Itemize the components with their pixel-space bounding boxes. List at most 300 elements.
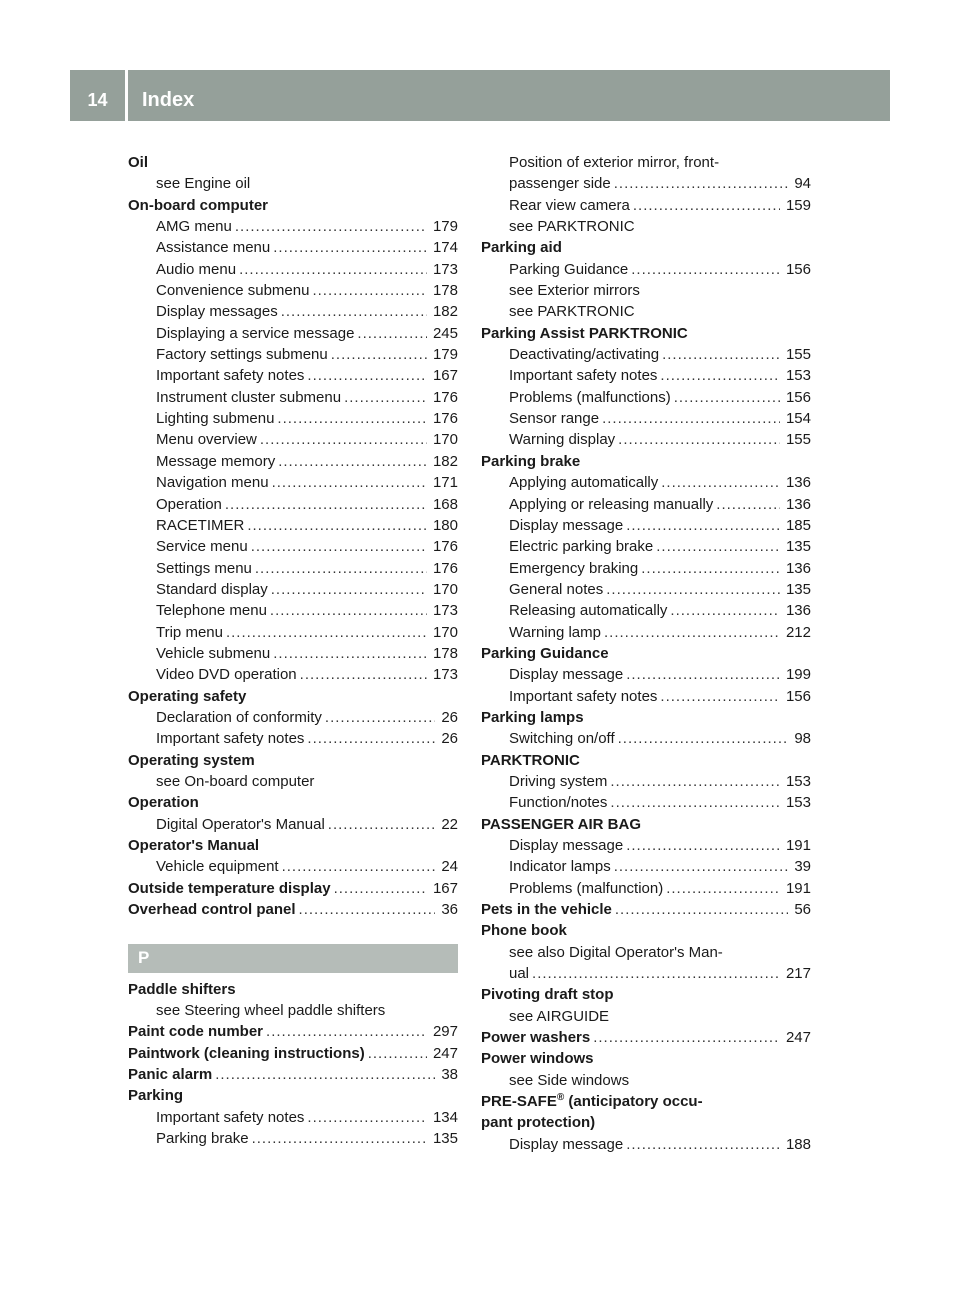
- entry-text: [156, 216, 232, 237]
- entry-text: [156, 237, 270, 258]
- entry-label: Trip menu: [156, 623, 223, 641]
- index-heading: [128, 1043, 458, 1064]
- dot-leader: [344, 387, 427, 408]
- entry-label: Important safety notes: [156, 1108, 305, 1126]
- index-subentry: [128, 558, 458, 579]
- index-subentry: [128, 216, 458, 237]
- entry-text: [156, 301, 278, 322]
- entry-text: [509, 536, 653, 557]
- entry-text: [156, 707, 322, 728]
- entry-text: [509, 728, 615, 749]
- entry-text: [156, 323, 354, 344]
- entry-text: [156, 856, 279, 877]
- entry-label: Problems (malfunction): [509, 879, 664, 897]
- dot-leader: [239, 259, 427, 280]
- entry-label: see AIRGUIDE: [509, 1007, 610, 1025]
- page-reference[interactable]: 167: [432, 367, 458, 385]
- page-reference[interactable]: 156: [785, 388, 811, 406]
- index-subentry: [128, 451, 458, 472]
- entry-text: [128, 195, 268, 216]
- entry-label: Overhead control panel: [128, 901, 296, 919]
- entry-text: [156, 365, 304, 386]
- dot-leader: [662, 344, 780, 365]
- entry-label: Important safety notes: [509, 687, 658, 705]
- entry-text: [128, 878, 331, 899]
- page-reference[interactable]: 24: [441, 858, 458, 876]
- page-reference[interactable]: 185: [785, 516, 811, 534]
- page-title: Index: [142, 89, 195, 111]
- entry-label: Outside temperature display: [128, 879, 331, 897]
- page-reference[interactable]: 179: [432, 346, 458, 364]
- page-reference[interactable]: 170: [432, 580, 458, 598]
- dot-leader: [331, 344, 427, 365]
- page-reference[interactable]: 39: [794, 858, 811, 876]
- entry-text: [509, 664, 623, 685]
- page-reference[interactable]: 245: [432, 324, 458, 342]
- entry-text: [509, 771, 607, 792]
- page-reference[interactable]: 136: [785, 495, 811, 513]
- page-reference[interactable]: 168: [432, 495, 458, 513]
- entry-label: Operation: [156, 495, 222, 513]
- entry-label: Message memory: [156, 452, 276, 470]
- entry-text: [156, 387, 341, 408]
- entry-label: PASSENGER AIR BAG: [481, 815, 642, 833]
- entry-label: PRE-SAFE: [481, 1093, 557, 1111]
- entry-label: see Exterior mirrors: [509, 282, 640, 300]
- page-reference[interactable]: 153: [785, 772, 811, 790]
- dot-leader: [235, 216, 427, 237]
- page-reference[interactable]: 135: [785, 580, 811, 598]
- dot-leader: [312, 280, 427, 301]
- entry-label: Vehicle equipment: [156, 858, 279, 876]
- index-subentry: [128, 664, 458, 685]
- section-letter: P: [138, 948, 150, 968]
- index-subentry: [481, 259, 811, 280]
- entry-text: [509, 856, 611, 877]
- entry-text: [156, 408, 274, 429]
- dot-leader: [307, 365, 427, 386]
- entry-text: [128, 979, 236, 1000]
- page-reference[interactable]: 156: [785, 260, 811, 278]
- entry-text: [156, 536, 248, 557]
- entry-text: [156, 1128, 249, 1149]
- page-reference[interactable]: 247: [432, 1044, 458, 1062]
- index-subentry: [481, 686, 811, 707]
- entry-label: Display message: [509, 666, 624, 684]
- index-heading: [481, 323, 811, 344]
- index-heading: [481, 643, 811, 664]
- entry-text: [156, 472, 269, 493]
- page-reference[interactable]: 136: [785, 559, 811, 577]
- index-subentry: [128, 622, 458, 643]
- page-reference[interactable]: 247: [785, 1029, 811, 1047]
- entry-label: pant protection): [481, 1114, 596, 1132]
- page-reference[interactable]: 167: [432, 879, 458, 897]
- page-reference[interactable]: 173: [432, 602, 458, 620]
- entry-text: [481, 643, 609, 664]
- entry-label: Warning display: [509, 431, 616, 449]
- entry-text: [509, 1134, 623, 1155]
- page-reference[interactable]: 178: [432, 644, 458, 662]
- index-subentry: [481, 408, 811, 429]
- entry-text: [128, 1085, 183, 1106]
- entry-text: [128, 1043, 365, 1064]
- entry-text: [128, 1064, 212, 1085]
- page-reference[interactable]: 176: [432, 538, 458, 556]
- dot-leader: [307, 728, 435, 749]
- entry-text: [156, 728, 304, 749]
- entry-label: Menu overview: [156, 431, 257, 449]
- index-subentry: [481, 579, 811, 600]
- page-reference[interactable]: 153: [785, 794, 811, 812]
- page-reference[interactable]: 170: [432, 431, 458, 449]
- entry-label-cont: (anticipatory occu-: [564, 1093, 703, 1111]
- entry-text: [156, 429, 257, 450]
- entry-text: [509, 835, 623, 856]
- page-reference[interactable]: 174: [432, 239, 458, 257]
- page-reference[interactable]: 191: [785, 879, 811, 897]
- index-subentry: [481, 942, 811, 963]
- dot-leader: [660, 365, 780, 386]
- entry-label: Parking Assist PARKTRONIC: [481, 324, 688, 342]
- index-subentry: [128, 365, 458, 386]
- index-heading: [128, 979, 458, 1000]
- index-subentry: [128, 301, 458, 322]
- dot-leader: [328, 814, 436, 835]
- page-reference[interactable]: 199: [785, 666, 811, 684]
- page-reference[interactable]: 176: [432, 388, 458, 406]
- index-subentry: [128, 1107, 458, 1128]
- page-reference[interactable]: 36: [441, 901, 458, 919]
- page-reference[interactable]: 176: [432, 410, 458, 428]
- index-subentry: [128, 1128, 458, 1149]
- entry-label: see On-board computer: [156, 772, 315, 790]
- dot-leader: [666, 878, 780, 899]
- index-subentry: [481, 835, 811, 856]
- entry-label: Problems (malfunctions): [509, 388, 671, 406]
- dot-leader: [661, 472, 780, 493]
- dot-leader: [626, 515, 780, 536]
- spacer: [128, 920, 458, 941]
- page-reference[interactable]: 173: [432, 260, 458, 278]
- entry-text: [509, 494, 713, 515]
- dot-leader: [660, 686, 780, 707]
- index-subentry: [481, 387, 811, 408]
- entry-label: Paintwork (cleaning instructions): [128, 1044, 365, 1062]
- entry-label: Power washers: [481, 1029, 591, 1047]
- index-subentry: [128, 536, 458, 557]
- entry-label: General notes: [509, 580, 604, 598]
- entry-text: [481, 899, 612, 920]
- entry-text: [509, 472, 658, 493]
- index-heading: [481, 920, 811, 941]
- index-subentry: [128, 387, 458, 408]
- page-reference[interactable]: 182: [432, 452, 458, 470]
- index-subentry: [128, 707, 458, 728]
- registered-mark: ®: [556, 1092, 565, 1104]
- entry-label: Parking Guidance: [481, 644, 609, 662]
- entry-text: [156, 494, 222, 515]
- dot-leader: [266, 1021, 427, 1042]
- dot-leader: [325, 707, 435, 728]
- index-subentry: [481, 558, 811, 579]
- entry-text: [509, 152, 719, 173]
- page-reference[interactable]: 180: [432, 516, 458, 534]
- dot-leader: [626, 664, 780, 685]
- entry-label: Switching on/off: [509, 730, 615, 748]
- index-subentry: [481, 622, 811, 643]
- index-subentry: [481, 664, 811, 685]
- entry-label: Power windows: [481, 1050, 594, 1068]
- page-reference[interactable]: 135: [432, 1130, 458, 1148]
- index-subentry: [481, 301, 811, 322]
- entry-label: see Steering wheel paddle shifters: [156, 1002, 386, 1020]
- index-subentry: [481, 536, 811, 557]
- page-reference[interactable]: 217: [785, 965, 811, 983]
- page-reference[interactable]: 38: [441, 1066, 458, 1084]
- entry-label: Important safety notes: [509, 367, 658, 385]
- dot-leader: [272, 472, 427, 493]
- index-heading: [481, 1091, 811, 1112]
- entry-text: [509, 686, 657, 707]
- index-subentry: [481, 792, 811, 813]
- entry-label: RACETIMER: [156, 516, 245, 534]
- entry-text: [156, 515, 244, 536]
- page-reference[interactable]: 170: [432, 623, 458, 641]
- page-reference[interactable]: 156: [785, 687, 811, 705]
- entry-label: Operating system: [128, 751, 255, 769]
- index-subentry: [128, 728, 458, 749]
- entry-label: Applying or releasing manually: [509, 495, 714, 513]
- index-heading: [128, 899, 458, 920]
- entry-label: Operating safety: [128, 687, 247, 705]
- index-column-left: [128, 152, 458, 1149]
- entry-text: [128, 792, 199, 813]
- entry-text: [128, 152, 148, 173]
- entry-label: Parking brake: [156, 1130, 249, 1148]
- index-subentry: [481, 600, 811, 621]
- entry-text: [481, 750, 580, 771]
- entry-text: [509, 878, 663, 899]
- entry-label: Operator's Manual: [128, 837, 260, 854]
- dot-leader: [618, 728, 789, 749]
- entry-text: [481, 814, 641, 835]
- entry-label: Instrument cluster submenu: [156, 388, 342, 406]
- index-subentry: [481, 856, 811, 877]
- dot-leader: [615, 899, 788, 920]
- entry-text: [509, 942, 723, 963]
- index-subentry: [128, 579, 458, 600]
- entry-text: [481, 920, 567, 941]
- page-reference[interactable]: 212: [785, 623, 811, 641]
- entry-text: [156, 558, 252, 579]
- index-column-right: [481, 152, 811, 1155]
- page-reference[interactable]: 135: [785, 538, 811, 556]
- dot-leader: [270, 600, 427, 621]
- entry-label: Position of exterior mirror, front-: [509, 154, 720, 171]
- index-heading: [481, 451, 811, 472]
- entry-label: Warning lamp: [509, 623, 601, 641]
- index-subentry: [481, 1134, 811, 1155]
- page-reference[interactable]: 98: [794, 730, 811, 748]
- index-subentry: [481, 152, 811, 173]
- dot-leader: [626, 835, 780, 856]
- index-heading: [481, 707, 811, 728]
- dot-leader: [215, 1064, 435, 1085]
- index-heading: [128, 835, 458, 856]
- index-heading: [481, 1048, 811, 1069]
- dot-leader: [602, 408, 780, 429]
- dot-leader: [247, 515, 427, 536]
- page-reference[interactable]: 154: [785, 410, 811, 428]
- entry-label: Phone book: [481, 922, 567, 940]
- entry-text: [481, 323, 688, 344]
- dot-leader: [281, 301, 427, 322]
- index-subentry: [128, 1000, 458, 1021]
- entry-label: Service menu: [156, 538, 248, 556]
- entry-label: Electric parking brake: [509, 538, 654, 556]
- index-subentry: [128, 814, 458, 835]
- dot-leader: [656, 536, 780, 557]
- entry-label: see also Digital Operator's Man-: [509, 943, 723, 961]
- entry-text: [509, 301, 635, 322]
- entry-label: Lighting submenu: [156, 410, 275, 428]
- page-reference[interactable]: 159: [785, 196, 811, 214]
- entry-label: Operation: [128, 794, 199, 812]
- index-subentry: [481, 878, 811, 899]
- dot-leader: [334, 878, 427, 899]
- page-reference[interactable]: 188: [785, 1135, 811, 1153]
- entry-text: [481, 1027, 590, 1048]
- page-reference[interactable]: 26: [441, 730, 458, 748]
- index-subentry: [128, 408, 458, 429]
- index-subentry: [481, 216, 811, 237]
- page-reference[interactable]: 136: [785, 602, 811, 620]
- entry-text: [156, 1000, 385, 1021]
- dot-leader: [357, 323, 427, 344]
- page-reference[interactable]: 153: [785, 367, 811, 385]
- entry-text: [156, 579, 268, 600]
- page-reference[interactable]: 22: [441, 815, 458, 833]
- page-reference[interactable]: 94: [794, 175, 811, 193]
- entry-label: Telephone menu: [156, 602, 267, 620]
- index-heading: [128, 686, 458, 707]
- entry-text: [156, 451, 275, 472]
- entry-label: On-board computer: [128, 196, 269, 214]
- index-heading: [128, 750, 458, 771]
- dot-leader: [618, 429, 780, 450]
- page-reference[interactable]: 26: [441, 708, 458, 726]
- page-reference[interactable]: 182: [432, 303, 458, 321]
- dot-leader: [226, 622, 427, 643]
- entry-text: [509, 173, 611, 194]
- entry-text: [156, 664, 297, 685]
- entry-text: [509, 622, 601, 643]
- entry-text: [509, 1070, 629, 1091]
- entry-label: Releasing automatically: [509, 602, 668, 620]
- index-heading: [481, 1112, 811, 1133]
- entry-text: [509, 259, 628, 280]
- page-reference[interactable]: 191: [785, 837, 811, 854]
- dot-leader: [251, 536, 427, 557]
- entry-text: [509, 579, 603, 600]
- entry-label: AMG menu: [156, 218, 232, 236]
- entry-text: [156, 643, 270, 664]
- entry-label: Video DVD operation: [156, 666, 297, 684]
- entry-label: Assistance menu: [156, 239, 271, 257]
- page-reference[interactable]: 176: [432, 559, 458, 577]
- entry-text: [156, 814, 325, 835]
- entry-text: [509, 963, 529, 984]
- index-heading: [128, 792, 458, 813]
- dot-leader: [252, 1128, 427, 1149]
- entry-text: [509, 792, 607, 813]
- entry-label: see Side windows: [509, 1071, 630, 1089]
- entry-label: Indicator lamps: [509, 858, 611, 876]
- page-reference[interactable]: 171: [432, 474, 458, 492]
- entry-label: Applying automatically: [509, 474, 659, 492]
- dot-leader: [670, 600, 780, 621]
- index-subentry: [128, 280, 458, 301]
- header-divider: [125, 70, 128, 121]
- entry-label: passenger side: [509, 175, 611, 193]
- index-subentry: [481, 280, 811, 301]
- entry-label: Emergency braking: [509, 559, 639, 577]
- page-reference[interactable]: 173: [432, 666, 458, 684]
- dot-leader: [614, 856, 789, 877]
- dot-leader: [307, 1107, 427, 1128]
- page-reference[interactable]: 297: [432, 1023, 458, 1041]
- entry-label: Factory settings submenu: [156, 346, 328, 364]
- entry-text: [128, 899, 296, 920]
- entry-label: Vehicle submenu: [156, 644, 271, 662]
- page-reference[interactable]: 178: [432, 282, 458, 300]
- dot-leader: [368, 1043, 427, 1064]
- dot-leader: [674, 387, 780, 408]
- index-subentry: [481, 472, 811, 493]
- index-subentry: [128, 344, 458, 365]
- page-reference[interactable]: 56: [794, 901, 811, 919]
- index-subentry: [128, 259, 458, 280]
- entry-label: Pivoting draft stop: [481, 986, 614, 1004]
- entry-label: Oil: [128, 154, 149, 171]
- page-reference[interactable]: 155: [785, 431, 811, 449]
- entry-label: PARKTRONIC: [481, 751, 580, 769]
- page-reference[interactable]: 155: [785, 346, 811, 364]
- dot-leader: [271, 579, 427, 600]
- entry-text: [509, 216, 635, 237]
- dot-leader: [610, 792, 780, 813]
- entry-label: Important safety notes: [156, 367, 305, 385]
- entry-text: [128, 686, 246, 707]
- entry-label: Parking: [128, 1087, 184, 1105]
- index-subentry: [128, 323, 458, 344]
- entry-label: Digital Operator's Manual: [156, 815, 325, 833]
- dot-leader: [614, 173, 789, 194]
- index-block-p: [128, 979, 458, 1150]
- entry-text: [509, 280, 640, 301]
- entry-text: [509, 408, 599, 429]
- dot-leader: [273, 643, 427, 664]
- index-subentry: [128, 494, 458, 515]
- entry-text: [481, 451, 580, 472]
- page-reference[interactable]: 136: [785, 474, 811, 492]
- index-subentry: [128, 429, 458, 450]
- page-reference[interactable]: 134: [432, 1108, 458, 1126]
- entry-label: Display messages: [156, 303, 278, 321]
- page-reference[interactable]: 179: [432, 218, 458, 236]
- entry-label: Audio menu: [156, 260, 237, 278]
